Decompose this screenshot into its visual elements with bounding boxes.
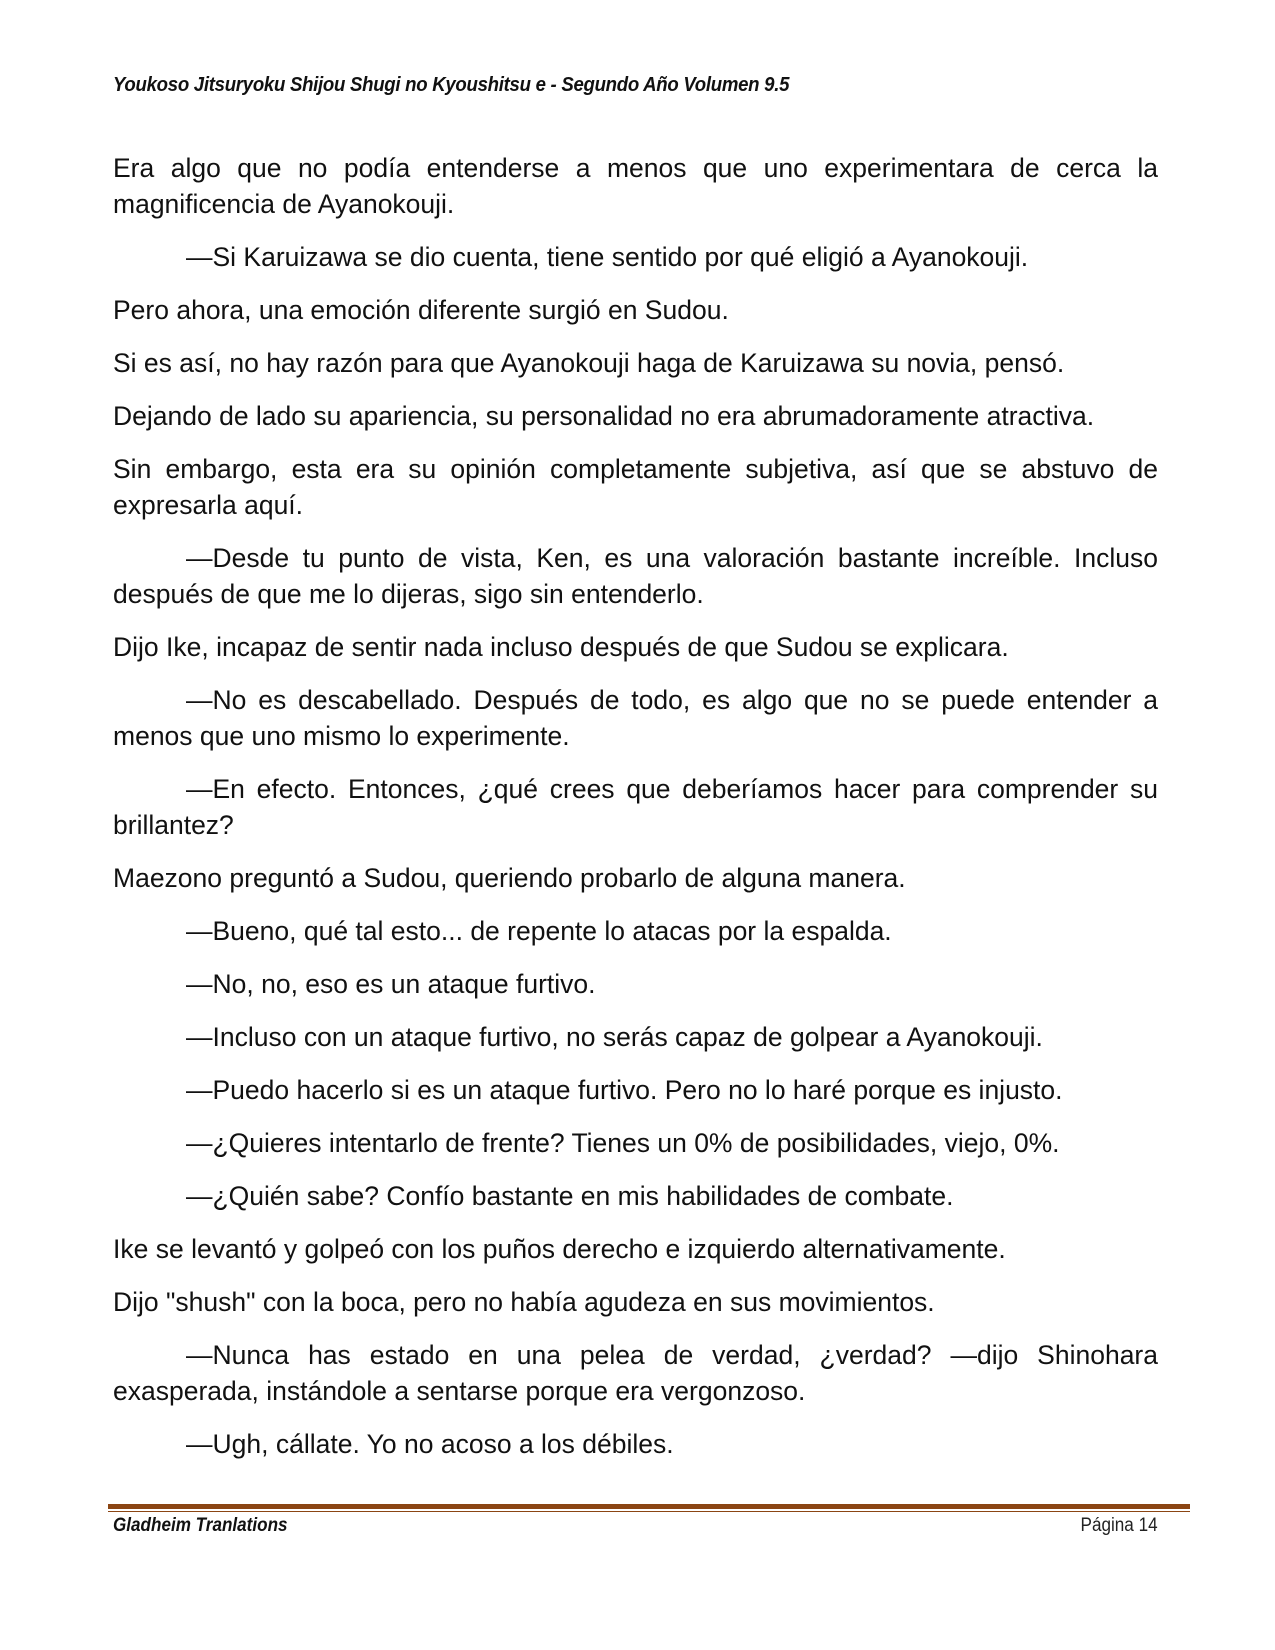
page-number-value: 14 bbox=[1138, 1515, 1158, 1536]
paragraph: —No, no, eso es un ataque furtivo. bbox=[186, 969, 596, 999]
paragraph: Dejando de lado su apariencia, su personalidad no era abrumadoramente atractiva. bbox=[113, 401, 1095, 431]
paragraph: —Nunca has estado en una pelea de verdad, ¿verdad? —dijo Shinohara exasperada, instándole a sentarse porque era vergonzoso. bbox=[113, 1340, 1158, 1406]
paragraph: Pero ahora, una emoción diferente surgió en Sudou. bbox=[113, 295, 729, 325]
paragraph: Si es así, no hay razón para que Ayanokouji haga de Karuizawa su novia, pensó. bbox=[113, 348, 1065, 378]
paragraph: Dijo Ike, incapaz de sentir nada incluso después de que Sudou se explicara. bbox=[113, 632, 1009, 662]
paragraph: —¿Quieres intentarlo de frente? Tienes un 0% de posibilidades, viejo, 0%. bbox=[186, 1128, 1060, 1158]
paragraph: Dijo "shush" con la boca, pero no había agudeza en sus movimientos. bbox=[113, 1287, 935, 1317]
paragraph: —Incluso con un ataque furtivo, no serás capaz de golpear a Ayanokouji. bbox=[186, 1022, 1043, 1052]
paragraph: —No es descabellado. Después de todo, es algo que no se puede entender a menos que uno mismo lo experimente. bbox=[113, 685, 1158, 751]
paragraph: Ike se levantó y golpeó con los puños derecho e izquierdo alternativamente. bbox=[113, 1234, 1006, 1264]
paragraph: —En efecto. Entonces, ¿qué crees que deberíamos hacer para comprender su brillantez? bbox=[113, 774, 1158, 840]
page-number bbox=[1081, 1515, 1158, 1537]
footer-divider-thin bbox=[108, 1511, 1190, 1512]
paragraph: Maezono preguntó a Sudou, queriendo probarlo de alguna manera. bbox=[113, 863, 906, 893]
paragraph: —Desde tu punto de vista, Ken, es una valoración bastante increíble. Incluso después de que me lo dijeras, sigo sin entenderlo. bbox=[113, 543, 1158, 609]
paragraph: Era algo que no podía entenderse a menos que uno experimentara de cerca la magnificencia de Ayanokouji. bbox=[113, 153, 1158, 219]
footer-credit: Gladheim Tranlations bbox=[113, 1515, 288, 1536]
page-body bbox=[113, 150, 1158, 1479]
running-header: Youkoso Jitsuryoku Shijou Shugi no Kyoushitsu e - Segundo Año Volumen 9.5 bbox=[113, 74, 790, 96]
paragraph: —Bueno, qué tal esto... de repente lo atacas por la espalda. bbox=[186, 916, 892, 946]
paragraph: —Puedo hacerlo si es un ataque furtivo. Pero no lo haré porque es injusto. bbox=[186, 1075, 1063, 1105]
page-label: Página bbox=[1080, 1515, 1135, 1536]
footer-divider bbox=[108, 1504, 1190, 1512]
paragraph: Sin embargo, esta era su opinión completamente subjetiva, así que se abstuvo de expresarla aquí. bbox=[113, 454, 1158, 520]
paragraph: —¿Quién sabe? Confío bastante en mis habilidades de combate. bbox=[186, 1181, 954, 1211]
paragraph: —Si Karuizawa se dio cuenta, tiene sentido por qué eligió a Ayanokouji. bbox=[186, 242, 1029, 272]
footer-divider-thick bbox=[108, 1504, 1190, 1509]
paragraph: —Ugh, cállate. Yo no acoso a los débiles. bbox=[186, 1429, 674, 1459]
